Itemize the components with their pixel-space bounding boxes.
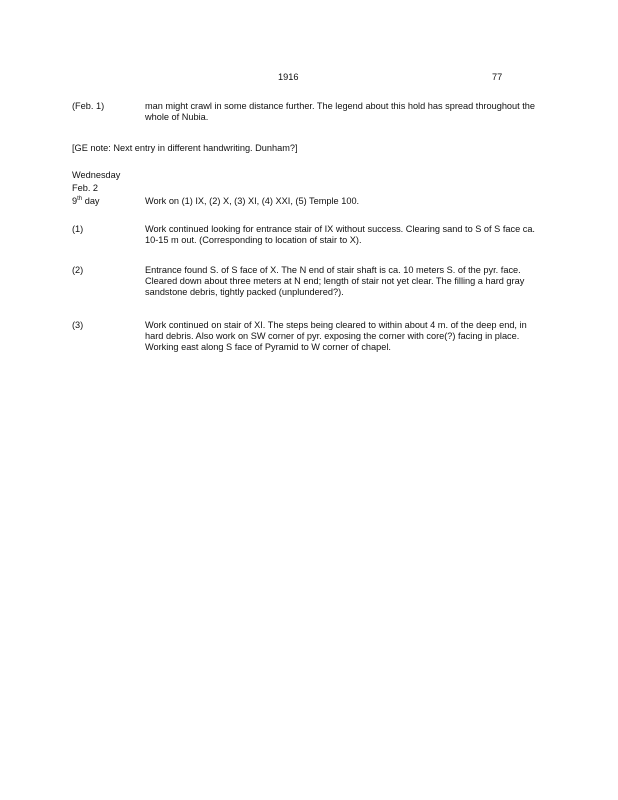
page-number: 77 <box>492 72 503 82</box>
page-year: 1916 <box>278 72 299 82</box>
date: Feb. 2 <box>72 183 99 193</box>
day-suffix: th <box>77 195 83 202</box>
item-text: Entrance found S. of S face of X. The N end of stair shaft is ca. 10 meters S. of the pyr. face. Cleared down about three meters at N end; length of stair not yet clear. The filling a hard gray sandstone debris, tightly packed (unplundered?). <box>145 265 525 298</box>
weekday: Wednesday <box>72 170 121 180</box>
entry-text: man might crawl in some distance further. The legend about this hold has spread throughout the whole of Nubia. <box>145 101 536 123</box>
work-summary: Work on (1) IX, (2) X, (3) XI, (4) XXI, (5) Temple 100. <box>145 196 360 206</box>
day-word: day <box>84 196 100 206</box>
entry-label: (Feb. 1) <box>72 101 105 111</box>
item-label: (1) <box>72 224 84 234</box>
item-label: (3) <box>72 320 84 330</box>
editor-note: [GE note: Next entry in different handwriting. Dunham?] <box>72 143 298 153</box>
item-text: Work continued looking for entrance stair of IX without success. Clearing sand to S of S face ca. 10-15 m out. (Corresponding to location of stair to X). <box>145 224 535 246</box>
item-text: Work continued on stair of XI. The steps being cleared to within about 4 m. of the deep end, in hard debris. Also work on SW corner of pyr. exposing the corner with core(?) facing in place. Working east along S face of Pyramid to W corner of chapel. <box>145 320 527 353</box>
day-num: 9 <box>72 196 78 206</box>
item-label: (2) <box>72 265 84 275</box>
day-number <box>72 196 100 207</box>
